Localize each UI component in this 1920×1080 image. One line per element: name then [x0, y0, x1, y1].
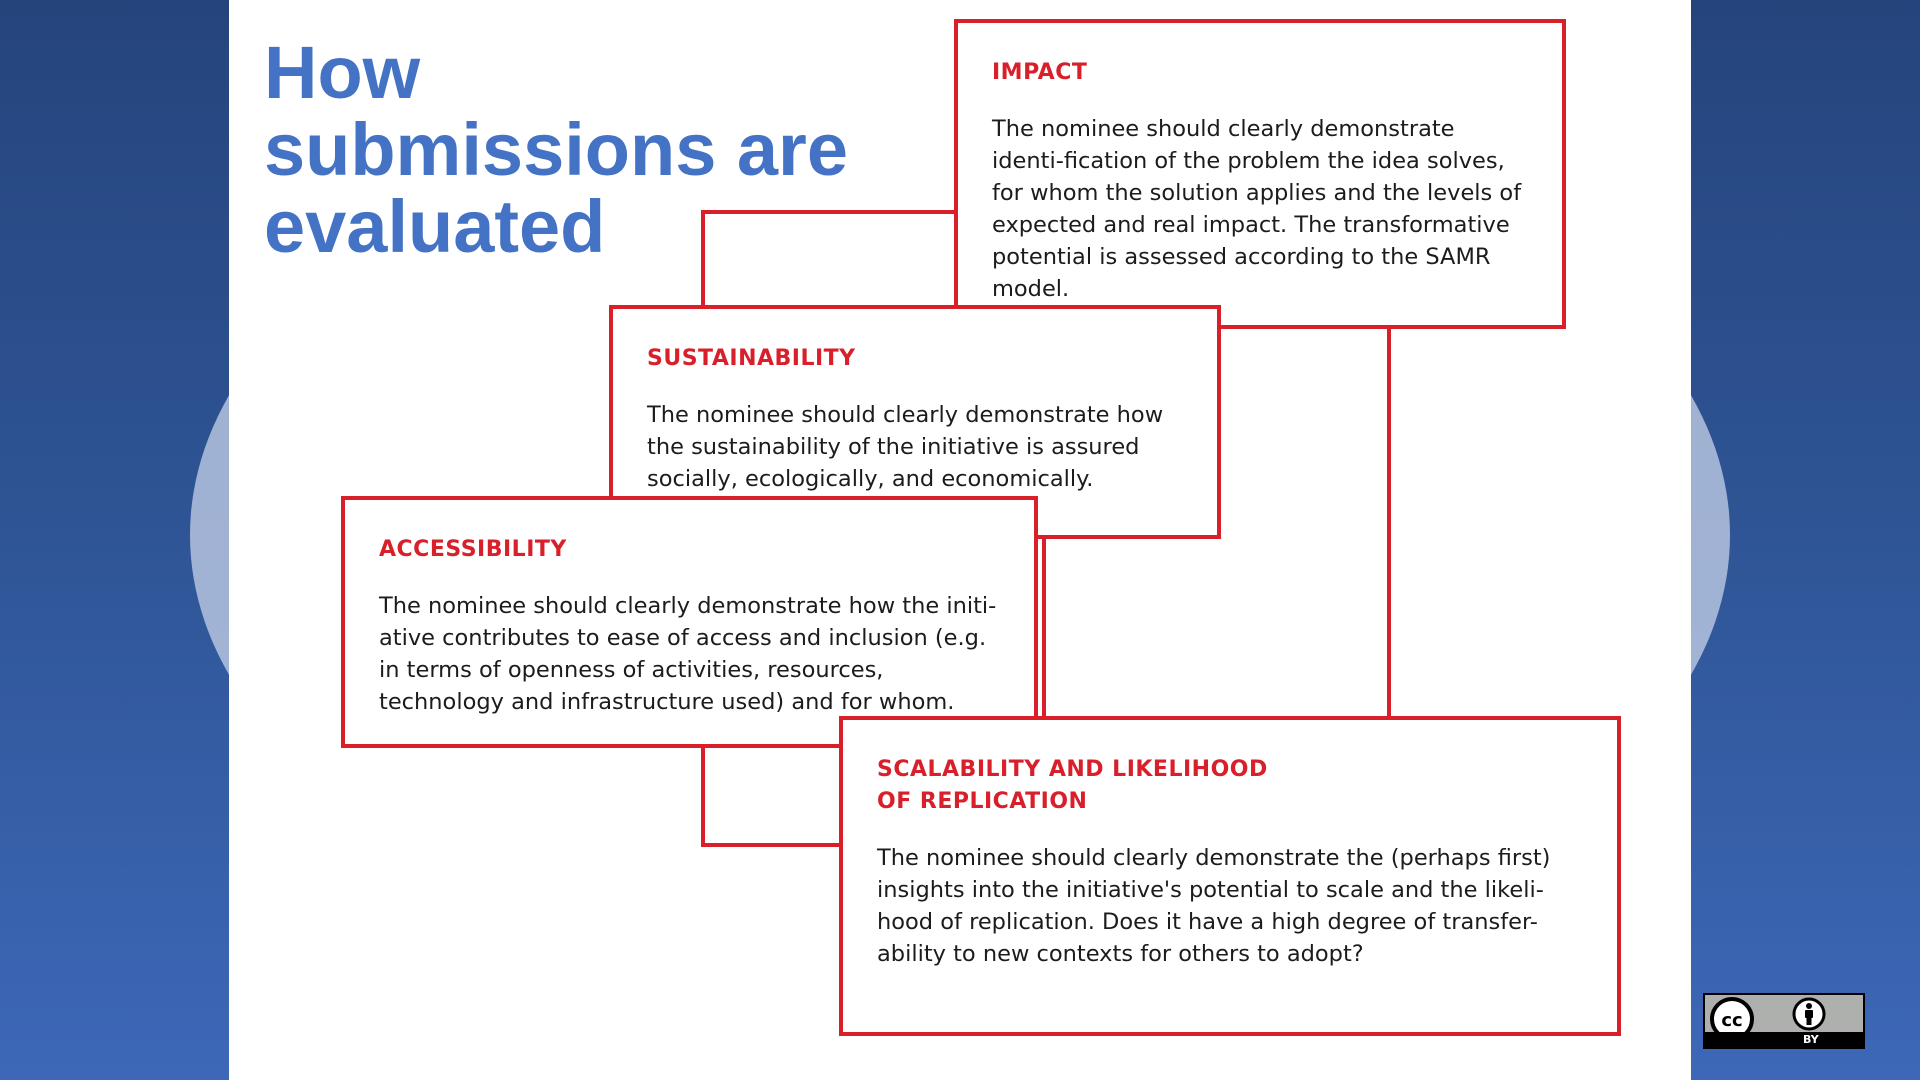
cc-by-license-badge[interactable] — [1703, 993, 1865, 1049]
criterion-card-accessibility — [341, 496, 1038, 748]
cc-badge-strip — [1705, 1032, 1863, 1047]
criterion-card-impact — [954, 19, 1566, 329]
connector-sustainability-accessibility — [1042, 538, 1046, 718]
connector-impact-scalability — [1387, 328, 1391, 718]
cc-by-label: BY — [1803, 1033, 1819, 1046]
criterion-text: The nominee should clearly demonstrate how the initi-ative contributes to ease of access and inclusion (e.g. in terms of openness of activities, resources, technology and infrastructure used) and for whom. — [379, 593, 997, 715]
slide-title: How submissions are evaluated — [264, 31, 849, 268]
criterion-heading: IMPACT — [992, 60, 1088, 85]
criterion-heading: SUSTAINABILITY — [647, 346, 856, 371]
criterion-heading: SCALABILITY AND LIKELIHOOD OF REPLICATION — [877, 757, 1268, 814]
criterion-card-scalability — [839, 716, 1621, 1036]
criterion-text: The nominee should clearly demonstrate the (perhaps first) insights into the initiative's potential to scale and the likeli-hood of replication. Does it have a high degree of transfer-ability to new contexts for others to adopt? — [877, 845, 1551, 967]
evaluation-diagram — [229, 0, 1691, 1080]
criterion-text: The nominee should clearly demonstrate identi-fication of the problem the idea solves, for whom the solution applies and the levels of expected and real impact. The transformative potential is assessed according to the SAMR model. — [992, 116, 1522, 302]
attribution-icon — [1791, 996, 1827, 1032]
svg-text:cc: cc — [1721, 1010, 1743, 1031]
connector-impact-sustainability — [701, 210, 957, 310]
criterion-heading: ACCESSIBILITY — [379, 537, 567, 562]
connector-accessibility-scalability — [701, 747, 843, 847]
slide — [229, 0, 1691, 1080]
criterion-text: The nominee should clearly demonstrate how the sustainability of the initiative is assured socially, ecologically, and economically. — [647, 402, 1164, 492]
